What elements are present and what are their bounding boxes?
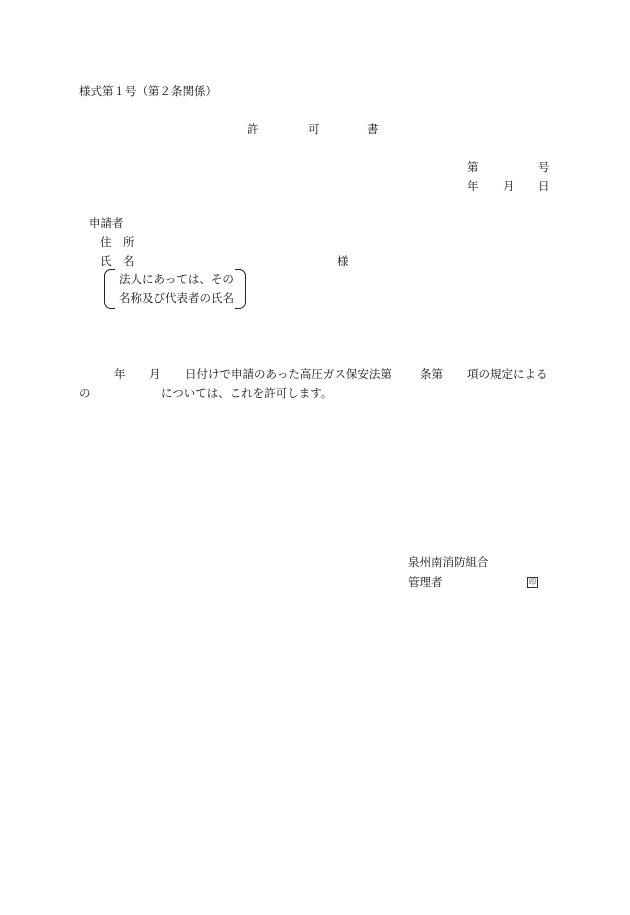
body-year: 年 [114, 367, 126, 381]
note-left-bracket [104, 269, 115, 309]
body-line1-main: 日付けで申請のあった高圧ガス保安法第 [185, 367, 392, 381]
body-line2-start: の [79, 386, 91, 400]
issuer-organization: 泉州南消防組合 [408, 555, 489, 569]
issuer-title: 管理者 [408, 575, 443, 589]
applicant-heading: 申請者 [89, 216, 124, 230]
applicant-note-line2: 名称及び代表者の氏名 [119, 291, 234, 305]
applicant-name-label: 氏 名 [100, 254, 135, 268]
seal-icon: 印 [529, 578, 536, 586]
applicant-honorific: 様 [337, 254, 349, 268]
body-month: 月 [149, 367, 161, 381]
applicant-note-line1: 法人にあっては、その [119, 272, 234, 286]
applicant-address-label: 住 所 [100, 235, 135, 249]
note-right-bracket [235, 269, 246, 309]
title-char-1: 許 [247, 122, 259, 136]
body-article: 条第 [420, 367, 443, 381]
doc-number-prefix: 第 [467, 160, 479, 174]
doc-number-suffix: 号 [538, 160, 550, 174]
body-line2-end: については、これを許可します。 [161, 386, 333, 400]
title-char-3: 書 [367, 122, 379, 136]
title-char-2: 可 [308, 122, 320, 136]
body-line1-end: 項の規定による [467, 367, 548, 381]
date-day: 日 [538, 179, 550, 193]
date-month: 月 [503, 179, 515, 193]
form-label: 様式第１号（第２条関係） [79, 84, 217, 98]
date-year: 年 [467, 179, 479, 193]
